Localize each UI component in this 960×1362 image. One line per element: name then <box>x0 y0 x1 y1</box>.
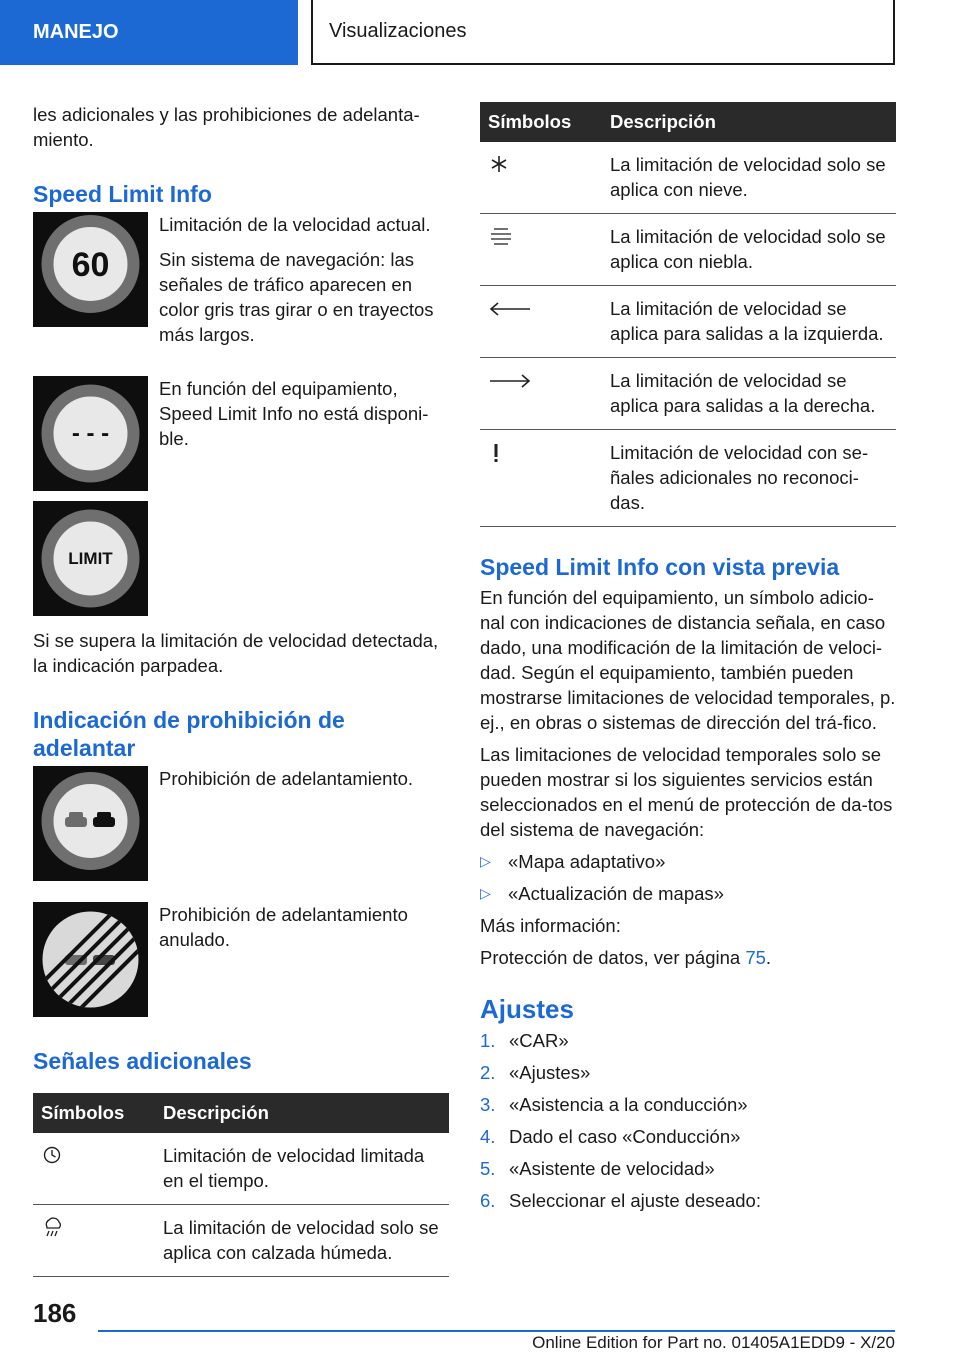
intro-text: les adicionales y las prohibiciones de adelanta-miento. <box>33 104 420 150</box>
triangle-bullet-icon: ▷ <box>480 885 491 901</box>
no-overtaking-sign <box>33 766 148 881</box>
col-description: Descripción <box>155 1093 449 1133</box>
data-protection-ref <box>480 945 896 970</box>
table-row <box>33 1205 449 1277</box>
col-description: Descripción <box>602 102 896 142</box>
rain-icon <box>41 1217 65 1239</box>
snowflake-icon <box>488 154 510 174</box>
row-text: La limitación de velocidad se aplica para salidas a la izquierda. <box>602 286 896 358</box>
sign-60-label: 60 <box>71 246 110 284</box>
list-item <box>480 1124 896 1149</box>
list-item <box>480 1156 896 1181</box>
no-overtake-desc: Prohibición de adelantamiento. <box>159 768 414 789</box>
additional-heading: Señales adicionales <box>33 1048 252 1074</box>
list-item <box>480 1028 896 1053</box>
chapter-header <box>311 0 895 65</box>
step-number: 2. <box>480 1062 496 1083</box>
step-number: 1. <box>480 1030 496 1051</box>
speed-limit-unavailable-sign <box>33 376 148 491</box>
col-symbols: Símbolos <box>33 1093 155 1133</box>
list-item <box>480 1188 896 1213</box>
overtake-heading: Indicación de prohibición de adelantar <box>33 707 345 761</box>
speed-sign-icon <box>33 212 148 327</box>
bullet-text: «Actualización de mapas» <box>508 883 724 904</box>
exceed-text: Si se supera la limitación de velocidad detectada, la indicación parpadea. <box>33 630 439 676</box>
list-item <box>480 881 896 906</box>
page-link[interactable]: 75 <box>745 947 766 968</box>
step-text: Seleccionar el ajuste deseado: <box>509 1190 761 1211</box>
step-text: «Asistente de velocidad» <box>509 1158 715 1179</box>
page-number: 186 <box>33 1298 77 1328</box>
row-text: La limitación de velocidad solo se aplica con niebla. <box>602 214 896 286</box>
list-item <box>480 1092 896 1117</box>
sign-dash-label: - - - <box>71 420 110 447</box>
signs-table-continued <box>480 102 896 527</box>
data-protection-text: Protección de datos, ver página <box>480 947 746 968</box>
row-text: La limitación de velocidad se aplica para salidas a la derecha. <box>602 358 896 430</box>
edition-footer: Online Edition for Part no. 01405A1EDD9 - X/20 <box>532 1333 895 1352</box>
row-text: La limitación de velocidad solo se aplica con nieve. <box>602 142 896 214</box>
preview-paragraph-1: En función del equipamiento, un símbolo adicio-nal con indicaciones de distancia señala, en caso dado, una modificación de la limitación de veloci-dad. Según el equipamiento, también pueden mostrarse limitaciones de velocidad temporales, p. ej., en obras o sistemas de dirección del trá-fico. <box>480 587 896 733</box>
list-item <box>480 1060 896 1085</box>
row-text: Limitación de velocidad con se-ñales adicionales no reconoci-das. <box>602 430 896 527</box>
limit-sign-icon <box>33 501 148 616</box>
triangle-bullet-icon: ▷ <box>480 853 491 869</box>
table-row <box>480 142 896 214</box>
arrow-left-icon <box>488 301 532 317</box>
sign-60-desc2: Sin sistema de navegación: las señales de tráfico aparecen en color gris tras girar o en trayectos más largos. <box>159 249 434 345</box>
preview-heading: Speed Limit Info con vista previa <box>480 554 840 580</box>
step-number: 6. <box>480 1190 496 1211</box>
table-row <box>480 286 896 358</box>
step-text: «CAR» <box>509 1030 569 1051</box>
clock-icon <box>41 1146 63 1164</box>
sign-row-60 <box>33 212 449 347</box>
sign-dash-desc: En función del equipamiento, Speed Limit Info no está disponi-ble. <box>159 378 429 449</box>
period: . <box>765 947 772 968</box>
step-text: «Asistencia a la conducción» <box>509 1094 748 1115</box>
step-text: Dado el caso «Conducción» <box>509 1126 741 1147</box>
left-column <box>33 102 449 1277</box>
step-text: «Ajustes» <box>509 1062 591 1083</box>
overtake-cancel-desc: Prohibición de adelantamiento anulado. <box>159 904 408 950</box>
table-row <box>480 214 896 286</box>
no-overtaking-icon <box>33 766 148 881</box>
sign-row-no-overtake <box>33 766 449 881</box>
additional-signs-table <box>33 1093 449 1277</box>
end-no-overtaking-sign <box>33 902 148 1017</box>
step-number: 4. <box>480 1126 496 1147</box>
exclamation-icon <box>488 442 504 464</box>
preview-paragraph-2: Las limitaciones de velocidad temporales solo se pueden mostrar si los siguientes servicios están seleccionados en el menú de protección de da-tos del sistema de navegación: <box>480 744 893 840</box>
table-row <box>33 1133 449 1205</box>
col-symbols: Símbolos <box>480 102 602 142</box>
fog-icon <box>488 226 514 246</box>
right-column <box>480 102 896 1213</box>
speed-limit-60-sign <box>33 212 148 327</box>
sign-60-desc1: Limitación de la velocidad actual. <box>159 214 431 235</box>
table-row <box>480 358 896 430</box>
settings-steps <box>480 1028 896 1213</box>
sign-row-limit <box>33 501 449 616</box>
bullet-text: «Mapa adaptativo» <box>508 851 666 872</box>
section-label: MANEJO <box>33 21 119 43</box>
arrow-right-icon <box>488 373 532 389</box>
table-row <box>480 430 896 527</box>
list-item <box>480 849 896 874</box>
footer-rule <box>98 1330 895 1332</box>
limit-sign <box>33 501 148 616</box>
dash-sign-icon <box>33 376 148 491</box>
sign-row-overtake-cancel <box>33 902 449 1017</box>
section-tab <box>0 0 298 65</box>
more-info-label: Más información: <box>480 915 621 936</box>
speed-limit-heading: Speed Limit Info <box>33 181 212 207</box>
sign-row-dash <box>33 376 449 491</box>
chapter-title: Visualizaciones <box>329 20 467 42</box>
end-no-overtaking-icon <box>33 902 148 1017</box>
step-number: 3. <box>480 1094 496 1115</box>
settings-heading: Ajustes <box>480 994 574 1024</box>
row-text: La limitación de velocidad solo se aplica con calzada húmeda. <box>155 1205 449 1277</box>
sign-limit-label: LIMIT <box>68 549 113 568</box>
step-number: 5. <box>480 1158 496 1179</box>
row-text: Limitación de velocidad limitada en el tiempo. <box>155 1133 449 1205</box>
